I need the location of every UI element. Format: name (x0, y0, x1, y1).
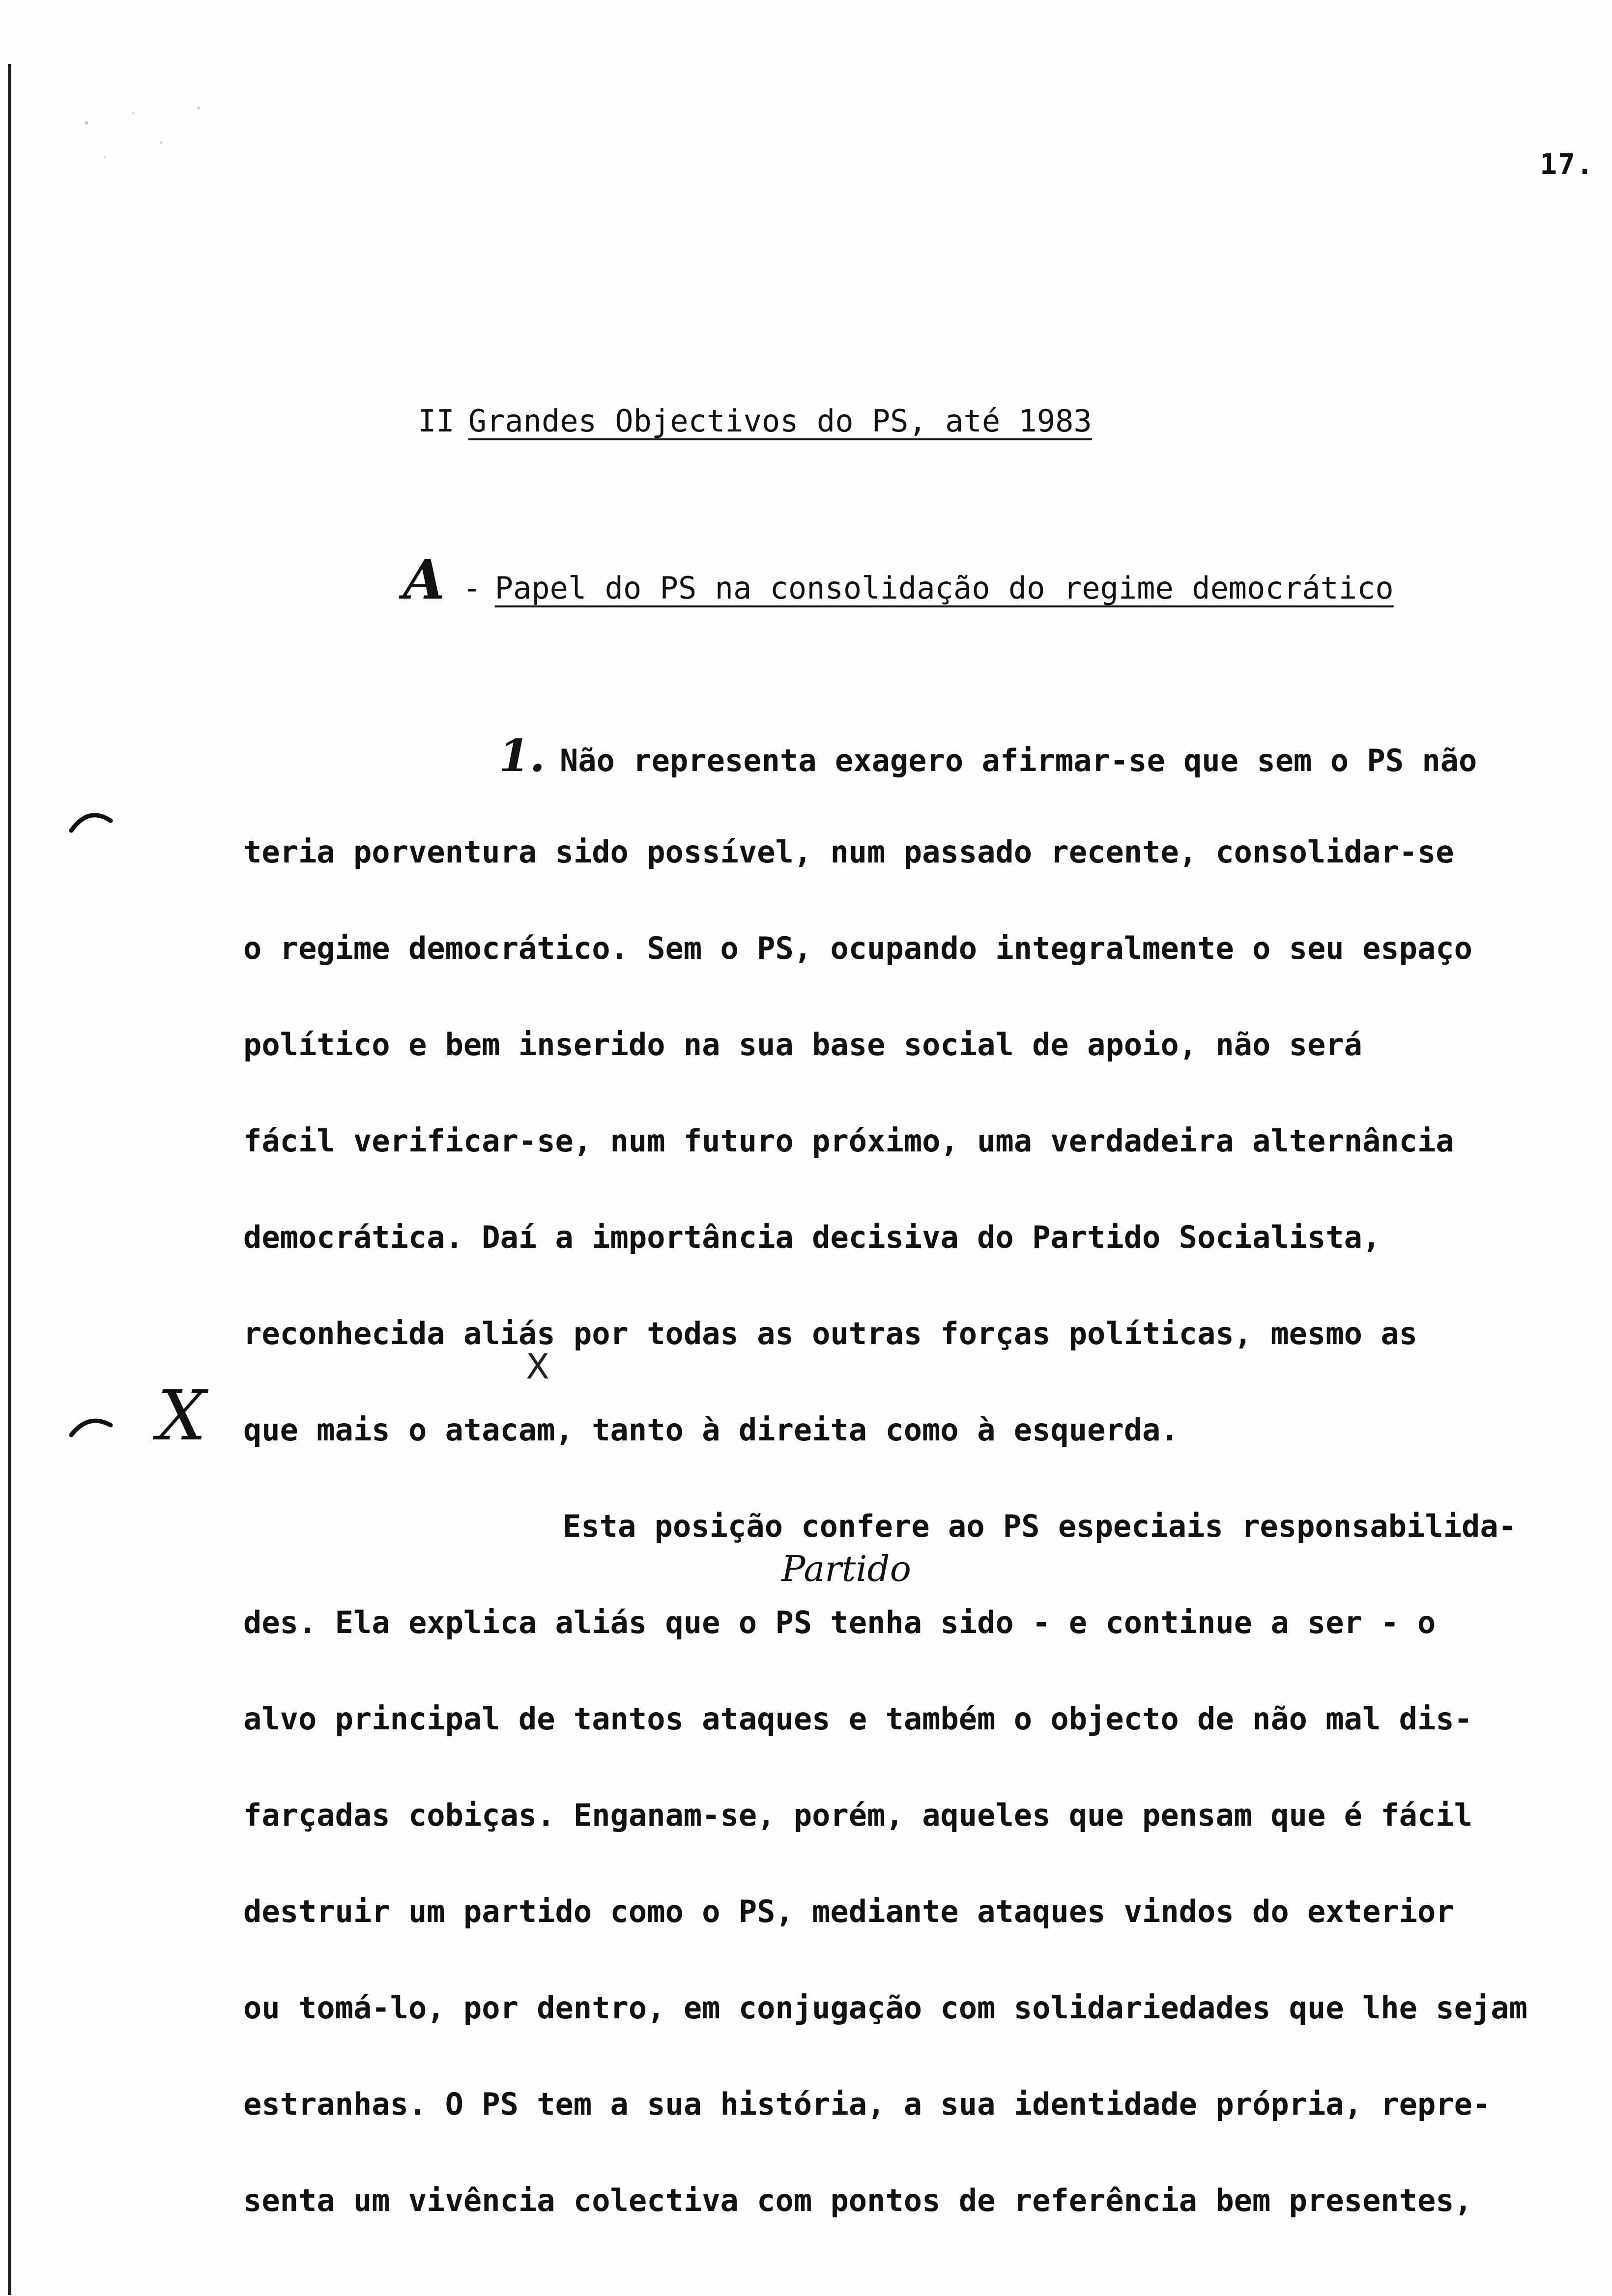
left-margin-rule (8, 64, 11, 2295)
paragraph1-line-6: democrática. Daí a importância decisiva do Partido Socialista, (243, 1219, 1381, 1255)
paragraph1-line-7: reconhecida aliás por todas as outras forças políticas, mesmo as (243, 1316, 1417, 1351)
paragraph1-line-1 (243, 708, 1610, 804)
scan-speckle (49, 84, 236, 182)
paragraph2-line-8: senta um vivência colectiva com pontos de referência bem presentes, (243, 2182, 1472, 2218)
paragraph2-line-7: estranhas. O PS tem a sua história, a sua identidade própria, repre- (243, 2086, 1491, 2122)
paragraph2-line-2: des. Ela explica aliás que o PS tenha sido - e continue a ser - o (243, 1605, 1436, 1640)
paragraph2-line-3: alvo principal de tantos ataques e também o objecto de não mal dis- (243, 1701, 1472, 1737)
paragraph1-line-2: teria porventura sido possível, num passado recente, consolidar-se (243, 834, 1454, 870)
page-number: 17. (1540, 147, 1594, 181)
paragraph1-text: Não representa exagero afirmar-se que sem o PS não (559, 743, 1477, 778)
subsection-heading (403, 548, 1394, 611)
paragraph2-line-1: Esta posição confere ao PS especiais responsabilida- (563, 1508, 1517, 1544)
paragraph-number: 1. (499, 730, 545, 782)
section-heading (418, 403, 1092, 439)
subsection-title: Papel do PS na consolidação do regime democrático (494, 570, 1394, 606)
subsection-dash: - (462, 570, 481, 606)
paragraph2-line-6: ou tomá-lo, por dentro, em conjugação com solidariedades que lhe sejam (243, 1990, 1527, 2026)
paragraph1-line-8: que mais o atacam, tanto à direita como à esquerda. (243, 1412, 1179, 1448)
margin-bracket-mark-2 (69, 1410, 113, 1440)
subsection-letter: A (403, 548, 445, 611)
paragraph1-line-3: o regime democrático. Sem o PS, ocupando integralmente o seu espaço (243, 930, 1472, 966)
section-title: Grandes Objectivos do PS, até 1983 (468, 403, 1092, 439)
handwritten-insert-partido: Partido (781, 1548, 911, 1589)
body-text (243, 708, 1610, 2249)
section-roman-numeral: II (418, 403, 455, 439)
paragraph2-line-5: destruir um partido como o PS, mediante ataques vindos do exterior (243, 1894, 1454, 1929)
inline-cross-mark: X (526, 1347, 549, 1387)
margin-cross-mark: X (157, 1376, 206, 1456)
paragraph1-line-5: fácil verificar-se, num futuro próximo, uma verdadeira alternância (243, 1123, 1454, 1159)
paragraph2-line-4: farçadas cobiças. Enganam-se, porém, aqueles que pensam que é fácil (243, 1797, 1472, 1833)
paragraph1-line-4: político e bem inserido na sua base social de apoio, não será (243, 1027, 1362, 1062)
margin-bracket-mark (69, 806, 113, 835)
